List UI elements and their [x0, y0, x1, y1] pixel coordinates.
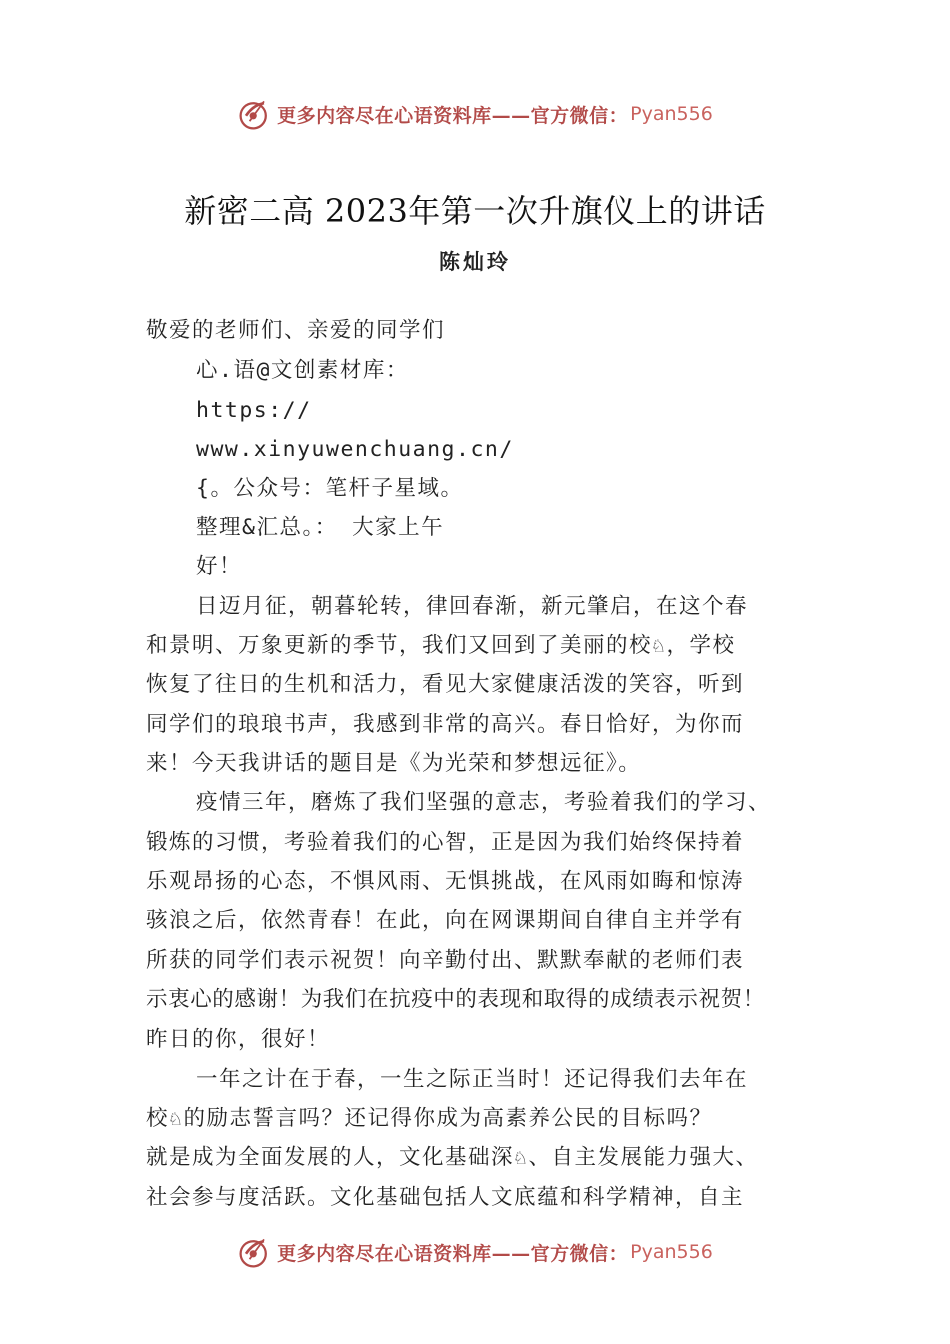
body-line: 校♘的励志誓言吗？还记得你成为高素养公民的目标吗？ [146, 1106, 713, 1131]
body-line: 敬爱的老师们、亲爱的同学们 [146, 318, 446, 343]
body-line: 社会参与度活跃。文化基础包括人文底蕴和科学精神，自主 [146, 1185, 745, 1210]
logo-icon [237, 96, 273, 132]
body-line: 骇浪之后，依然青春！在此，向在网课期间自律自主并学有 [146, 908, 745, 933]
body-line: 和景明、万象更新的季节，我们又回到了美丽的校♘，学校 [146, 633, 736, 658]
banner-text: 更多内容尽在心语资料库——官方微信： [277, 104, 629, 127]
body-line: 恢复了往日的生机和活力，看见大家健康活泼的笑容，听到 [146, 672, 745, 697]
body-line: 好！ [196, 554, 243, 579]
body-line: 一年之计在于春，一生之际正当时！还记得我们去年在 [196, 1067, 749, 1092]
banner-wechat-id: Pyan556 [630, 1241, 713, 1263]
body-line: 锻炼的习惯，考验着我们的心智，正是因为我们始终保持着 [146, 830, 745, 855]
body-line: https:// [196, 398, 312, 423]
header-banner [0, 94, 950, 134]
body-line: 日迈月征，朝暮轮转，律回春渐，新元肇启，在这个春 [196, 594, 749, 619]
body-line: 就是成为全面发展的人，文化基础深♘、自主发展能力强大、 [146, 1145, 759, 1170]
banner-text: 更多内容尽在心语资料库——官方微信： [277, 1242, 629, 1265]
body-line: {。公众号：笔杆子星域。 [196, 476, 464, 501]
body-line: www.xinyuwenchuang.cn/ [196, 437, 514, 462]
body-line: 昨日的你，很好！ [146, 1027, 331, 1052]
body-line: 同学们的琅琅书声，我感到非常的高兴。春日恰好，为你而 [146, 712, 745, 737]
body-line: 整理&汇总。： 大家上午 [196, 515, 445, 540]
body-line: 乐观昂扬的心态，不惧风雨、无惧挑战，在风雨如晦和惊涛 [146, 869, 745, 894]
body-line: 示衷心的感谢！为我们在抗疫中的表现和取得的成绩表示祝贺！ [146, 987, 765, 1012]
body-line: 心.语@文创素材库： [196, 358, 409, 383]
body-line: 疫情三年，磨炼了我们坚强的意志，考验着我们的学习、 [196, 790, 772, 815]
footer-banner [0, 1232, 950, 1272]
document-author: 陈灿玲 [439, 249, 511, 274]
logo-icon [237, 1234, 273, 1270]
body-line: 所获的同学们表示祝贺！向辛勤付出、默默奉献的老师们表 [146, 948, 745, 973]
body-line: 来！今天我讲话的题目是《为光荣和梦想远征》。 [146, 751, 642, 776]
document-title: 新密二高 2023年第一次升旗仪上的讲话 [184, 192, 766, 230]
banner-wechat-id: Pyan556 [630, 103, 713, 125]
